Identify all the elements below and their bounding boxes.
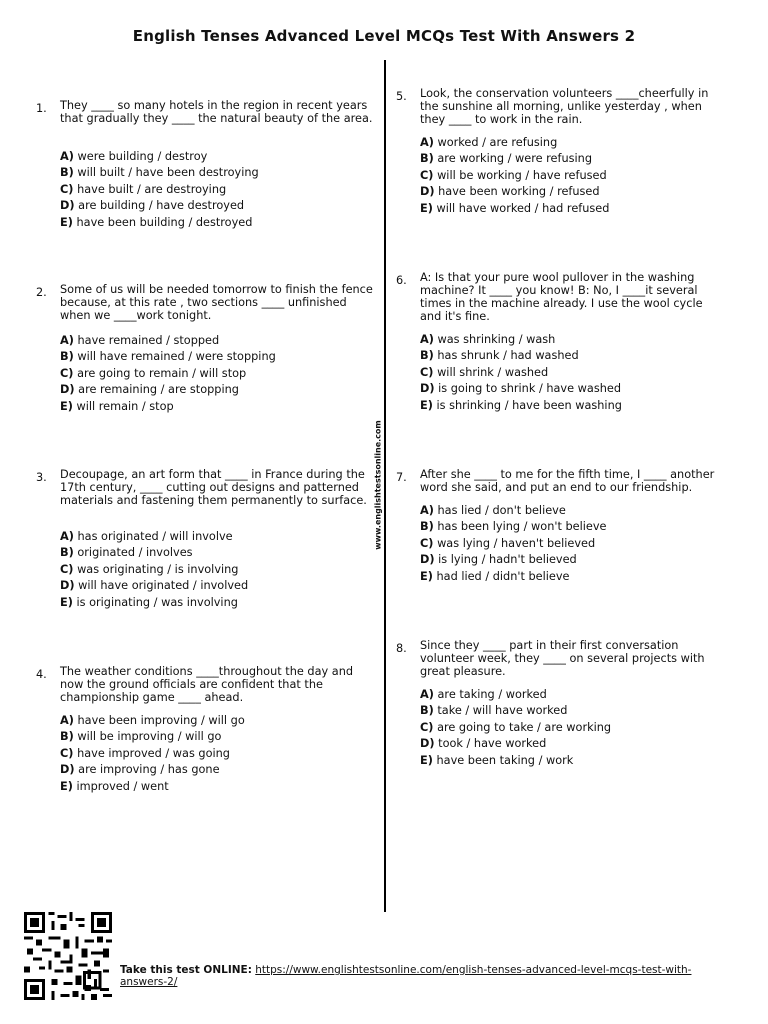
answer-option[interactable] (420, 569, 606, 585)
option-letter: C) (60, 182, 74, 196)
answer-option[interactable] (420, 753, 611, 769)
option-letter: A) (420, 333, 434, 346)
question-stem: A: Is that your pure wool pullover in the washing machine? It ____ you know! B: No, I ____it several times in the machine already. I use the wool cycle and it's fine. (420, 271, 703, 323)
option-letter: A) (60, 150, 74, 163)
option-text: will built / have been destroying (77, 166, 259, 180)
option-text: are taking / worked (437, 688, 547, 701)
answer-option[interactable] (420, 687, 611, 703)
option-letter: D) (420, 737, 435, 751)
test-online-link[interactable]: https://www.englishtestsonline.com/english-tenses-advanced-level-mcqs-test-with-answers-2/ (120, 964, 692, 988)
option-list (60, 529, 248, 611)
option-text: are going to take / are working (437, 720, 612, 734)
option-letter: D) (60, 579, 75, 593)
option-letter: D) (420, 185, 435, 199)
answer-option[interactable] (60, 562, 248, 578)
question-number: 6. (396, 274, 407, 287)
option-letter: C) (420, 720, 434, 734)
answer-option[interactable] (420, 135, 609, 151)
option-text: have built / are destroying (77, 182, 227, 196)
option-letter: A) (420, 688, 434, 701)
option-letter: C) (60, 366, 74, 380)
option-letter: B) (420, 520, 434, 534)
answer-option[interactable] (420, 151, 609, 167)
option-letter: A) (60, 334, 74, 347)
question-number: 8. (396, 642, 407, 655)
option-letter: B) (60, 166, 74, 180)
answer-option[interactable] (420, 184, 609, 200)
answer-option[interactable] (60, 595, 248, 611)
answer-option[interactable] (60, 349, 276, 365)
option-letter: B) (60, 546, 74, 560)
question-stem: Look, the conservation volunteers ____cheerfully in the sunshine all morning, unlike yesterday , when they ____ to work in the rain. (420, 87, 709, 126)
option-letter: E) (420, 569, 433, 583)
option-text: improved / went (76, 779, 169, 793)
side-watermark-text: www.englishtestsonline.com (373, 420, 383, 550)
option-text: are going to remain / will stop (77, 366, 247, 380)
option-list (420, 687, 611, 769)
question-number: 3. (36, 471, 47, 484)
option-text: was originating / is involving (77, 562, 239, 576)
option-text: will be improving / will go (77, 730, 222, 744)
option-text: will be working / have refused (437, 168, 607, 182)
option-letter: B) (60, 730, 74, 744)
option-text: has shrunk / had washed (437, 349, 579, 363)
answer-option[interactable] (60, 578, 248, 594)
option-text: have been improving / will go (77, 714, 245, 727)
option-letter: D) (60, 199, 75, 213)
option-letter: D) (420, 382, 435, 396)
option-text: are working / were refusing (437, 152, 592, 166)
answer-option[interactable] (60, 333, 276, 349)
question-stem: They ____ so many hotels in the region in recent years that gradually they ____ the natural beauty of the area. (60, 99, 373, 125)
footer (24, 912, 744, 1002)
option-text: will have originated / involved (78, 579, 249, 593)
option-letter: A) (60, 714, 74, 727)
answer-option[interactable] (60, 746, 245, 762)
answer-option[interactable] (420, 332, 622, 348)
option-letter: D) (60, 763, 75, 777)
option-letter: C) (60, 562, 74, 576)
option-text: has originated / will involve (77, 530, 233, 543)
option-text: was lying / haven't believed (437, 536, 596, 550)
option-list (420, 503, 606, 585)
option-text: have remained / stopped (77, 334, 220, 347)
option-text: took / have worked (438, 737, 547, 751)
option-letter: C) (420, 365, 434, 379)
answer-option[interactable] (420, 536, 606, 552)
option-text: worked / are refusing (437, 136, 558, 149)
footer-label: Take this test ONLINE: (120, 964, 252, 976)
qr-code-icon[interactable] (24, 912, 112, 1000)
answer-option[interactable] (420, 348, 622, 364)
option-text: has been lying / won't believe (437, 520, 607, 534)
question-number: 7. (396, 471, 407, 484)
option-text: has lied / don't believe (437, 504, 566, 517)
answer-option[interactable] (420, 703, 611, 719)
answer-option[interactable] (60, 165, 259, 181)
option-text: is going to shrink / have washed (438, 382, 621, 396)
option-text: are remaining / are stopping (78, 383, 239, 397)
option-text: will have remained / were stopping (77, 350, 276, 364)
option-letter: D) (60, 383, 75, 397)
answer-option[interactable] (420, 201, 609, 217)
option-text: will shrink / washed (437, 365, 549, 379)
answer-option[interactable] (420, 168, 609, 184)
option-list (60, 713, 245, 795)
question-stem: Some of us will be needed tomorrow to finish the fence because, at this rate , two sections ____ unfinished when we ____work tonight. (60, 283, 373, 322)
option-letter: A) (60, 530, 74, 543)
answer-option[interactable] (420, 503, 606, 519)
answer-option[interactable] (60, 198, 259, 214)
option-letter: D) (420, 553, 435, 567)
answer-option[interactable] (420, 552, 606, 568)
option-letter: E) (60, 215, 73, 229)
option-text: will remain / stop (76, 399, 174, 413)
option-list (60, 149, 259, 231)
option-letter: C) (420, 536, 434, 550)
answer-option[interactable] (420, 365, 622, 381)
option-letter: E) (60, 595, 73, 609)
answer-option[interactable] (420, 398, 622, 414)
answer-option[interactable] (420, 519, 606, 535)
option-letter: B) (420, 704, 434, 718)
footer-text (120, 964, 720, 988)
answer-option[interactable] (420, 381, 622, 397)
option-text: originated / involves (77, 546, 193, 560)
option-text: have been working / refused (438, 185, 600, 199)
question-stem: Since they ____ part in their first conversation volunteer week, they ____ on several projects with great pleasure. (420, 639, 705, 678)
question-stem: Decoupage, an art form that ____ in France during the 17th century, ____ cutting out designs and patterned materials and fastening them permanently to surface. (60, 468, 367, 507)
answer-option[interactable] (60, 149, 259, 165)
question-number: 4. (36, 668, 47, 681)
question-number: 2. (36, 286, 47, 299)
option-text: had lied / didn't believe (436, 569, 570, 583)
option-letter: E) (60, 399, 73, 413)
option-text: was shrinking / wash (437, 333, 556, 346)
option-text: were building / destroy (77, 150, 208, 163)
question-stem: The weather conditions ____throughout the day and now the ground officials are confident that the championship game ____ ahead. (60, 665, 354, 704)
answer-option[interactable] (60, 215, 259, 231)
answer-option[interactable] (60, 182, 259, 198)
answer-option[interactable] (60, 529, 248, 545)
option-letter: E) (60, 779, 73, 793)
option-text: take / will have worked (437, 704, 568, 718)
option-text: is originating / was involving (76, 595, 238, 609)
column-divider (384, 60, 386, 912)
option-letter: B) (60, 350, 74, 364)
answer-option[interactable] (60, 762, 245, 778)
answer-option[interactable] (60, 366, 276, 382)
answer-option[interactable] (60, 545, 248, 561)
question-number: 1. (36, 102, 47, 115)
option-letter: E) (420, 398, 433, 412)
option-letter: C) (60, 746, 74, 760)
answer-option[interactable] (60, 382, 276, 398)
option-list (60, 333, 276, 415)
answer-option[interactable] (60, 399, 276, 415)
option-text: have been building / destroyed (76, 215, 253, 229)
option-letter: B) (420, 349, 434, 363)
option-letter: E) (420, 753, 433, 767)
answer-option[interactable] (420, 736, 611, 752)
option-letter: C) (420, 168, 434, 182)
question-number: 5. (396, 90, 407, 103)
option-letter: B) (420, 152, 434, 166)
option-text: is shrinking / have been washing (436, 398, 622, 412)
option-text: is lying / hadn't believed (438, 553, 577, 567)
option-letter: E) (420, 201, 433, 215)
answer-option[interactable] (60, 779, 245, 795)
option-list (420, 135, 609, 217)
option-text: have improved / was going (77, 746, 230, 760)
option-list (420, 332, 622, 414)
option-letter: A) (420, 504, 434, 517)
answer-option[interactable] (60, 713, 245, 729)
option-text: are building / have destroyed (78, 199, 245, 213)
answer-option[interactable] (420, 720, 611, 736)
page-title: English Tenses Advanced Level MCQs Test With Answers 2 (132, 27, 636, 45)
option-letter: A) (420, 136, 434, 149)
question-stem: After she ____ to me for the fifth time, I ____ another word she said, and put an end to our friendship. (420, 468, 715, 494)
answer-option[interactable] (60, 729, 245, 745)
option-text: have been taking / work (436, 753, 574, 767)
option-text: will have worked / had refused (436, 201, 610, 215)
option-text: are improving / has gone (78, 763, 220, 777)
